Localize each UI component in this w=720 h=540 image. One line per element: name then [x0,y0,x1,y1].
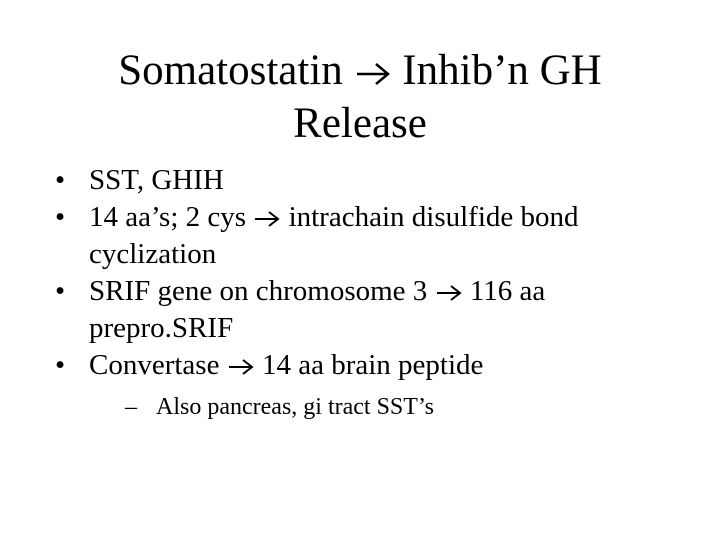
right-arrow-icon [253,209,281,229]
right-arrow-icon [435,283,463,303]
title-line-2: Release [293,100,427,147]
right-arrow-icon [354,61,392,87]
bullet-dot: • [55,275,66,307]
bullet-item [52,162,672,199]
title-text-part-2: Inhib’n GH [402,47,602,94]
bullet-text-before-arrow: SRIF gene on chromosome 3 [89,275,428,307]
bullet-text-continuation: cyclization [89,238,217,270]
bullet-text-after-arrow: 14 aa brain peptide [261,349,484,381]
sub-bullet-item [125,392,672,422]
sub-bullet-text: Also pancreas, gi tract SST’s [156,394,434,420]
bullet-item [52,199,672,273]
sub-bullet-dash: – [125,394,137,420]
bullet-item [52,347,672,422]
bullet-text-after-arrow: 116 aa [469,275,546,307]
bullet-text-after-arrow: intrachain disulfide bond [288,201,579,233]
bullet-item [52,273,672,347]
bullet-list [52,162,672,422]
bullet-dot: • [55,164,66,196]
right-arrow-icon [227,357,255,377]
title-text-part-1: Somatostatin [118,47,343,94]
bullet-dot: • [55,349,66,381]
bullet-text-continuation: prepro.SRIF [89,312,234,344]
sub-bullet-list [89,392,672,422]
title-line-1 [60,44,660,97]
bullet-text: SST, GHIH [89,164,224,196]
bullet-text-before-arrow: Convertase [89,349,220,381]
slide-title [60,44,660,150]
bullet-text-before-arrow: 14 aa’s; 2 cys [89,201,247,233]
bullet-dot: • [55,201,66,233]
